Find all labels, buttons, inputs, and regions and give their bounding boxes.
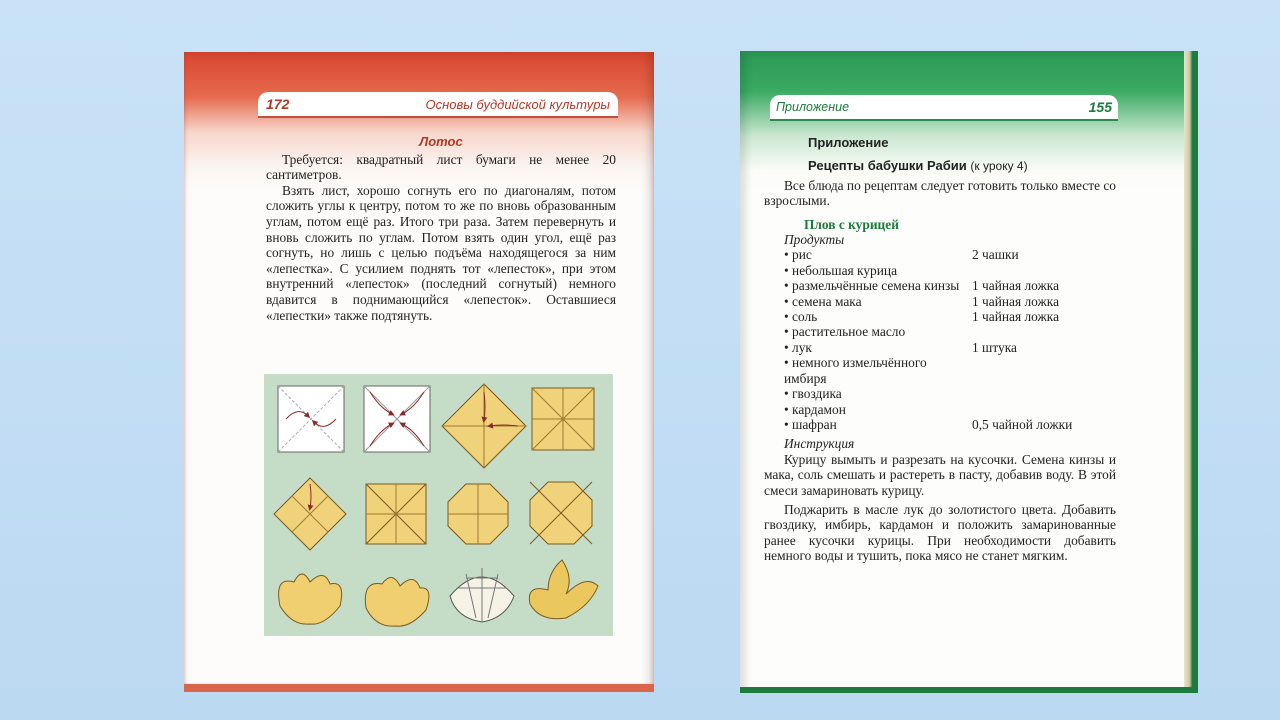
list-item bbox=[784, 324, 1116, 339]
origami-lotus-diagram bbox=[264, 374, 613, 636]
step-7-octagon bbox=[448, 484, 508, 544]
ingredient-name: • растительное масло bbox=[784, 324, 906, 340]
ingredient-name: • шафран bbox=[784, 416, 837, 432]
list-item bbox=[784, 402, 1116, 417]
left-page-header bbox=[258, 92, 618, 118]
left-page-number: 172 bbox=[266, 96, 290, 112]
ingredient-name: • соль bbox=[784, 309, 818, 325]
ingredient-amount: 1 чайная ложка bbox=[972, 309, 1060, 325]
instruction-paragraph: Курицу вымыть и разрезать на кусочки. Семена кинзы и мака, соль смешать и растереть в пасту, добавив воду. В этой смеси замариновать курицу. bbox=[764, 451, 1116, 498]
recipes-note: (к уроку 4) bbox=[970, 159, 1028, 174]
right-page bbox=[740, 51, 1198, 693]
step-6-square bbox=[366, 484, 426, 544]
ingredient-name: • кардамон bbox=[784, 401, 846, 417]
step-9-lotus bbox=[279, 574, 342, 624]
products-label: Продукты bbox=[784, 232, 845, 248]
ingredients-list bbox=[764, 247, 1116, 432]
list-item bbox=[784, 294, 1116, 309]
ingredient-name: • семена мака bbox=[784, 293, 862, 309]
lotus-heading: Лотос bbox=[419, 134, 463, 149]
ingredient-amount: 2 чашки bbox=[972, 247, 1019, 263]
dish-title: Плов с курицей bbox=[804, 216, 899, 232]
recipes-title bbox=[808, 158, 1116, 174]
header-rule bbox=[258, 116, 618, 118]
ingredient-amount: 1 чайная ложка bbox=[972, 278, 1060, 294]
left-running-title: Основы буддийской культуры bbox=[425, 97, 610, 112]
step-11-lotus bbox=[450, 568, 514, 622]
instruction-paragraph: Поджарить в масле лук до золотистого цвета. Добавить гвоздику, имбирь, кардамон и положить замаринованные ранее кусочки курицы. При необходимости добавить немного воды и тушить, пока мясо не станет мягким. bbox=[764, 501, 1116, 564]
list-item bbox=[784, 247, 1116, 262]
step-1-square bbox=[278, 386, 344, 452]
lotus-text bbox=[266, 134, 616, 323]
list-item bbox=[784, 263, 1116, 278]
appendix-title: Приложение bbox=[808, 135, 889, 150]
instructions-label: Инструкция bbox=[784, 436, 855, 452]
paragraph: Требуется: квадратный лист бумаги не менее 20 сантиметров. bbox=[266, 151, 616, 183]
ingredient-amount: 1 чайная ложка bbox=[972, 293, 1060, 309]
step-3-diamond bbox=[442, 384, 526, 468]
step-8-octagon bbox=[530, 482, 592, 544]
page-edge bbox=[184, 684, 654, 692]
recipe-text bbox=[764, 135, 1116, 564]
paragraph: Взять лист, хорошо согнуть его по диагоналям, потом сложить углы к центру, потом то же по вновь образованным углам, потом ещё раз. Итого три раза. Затем перевернуть и вновь сложить по углам. Потом взять один угол, ещё раз согнуть, но лишь с целью подъёма находящегося за ним «лепестка». С усилием поднять тот «лепесток», при этом внутренний «лепесток» (последний согнутый) немного вдавится в поднимающийся «лепесток». Оставшиеся «лепестки» также подтянуть. bbox=[266, 182, 616, 323]
list-item bbox=[784, 417, 1116, 432]
page-edge bbox=[1184, 51, 1198, 693]
ingredient-amount: 0,5 чайной ложки bbox=[972, 416, 1073, 432]
right-page-header bbox=[770, 95, 1118, 121]
step-10-lotus bbox=[365, 577, 429, 626]
step-4-square bbox=[532, 388, 594, 450]
step-5-diamond bbox=[274, 478, 346, 550]
ingredient-name: • лук bbox=[784, 339, 812, 355]
ingredient-name: • размельчённые семена кинзы bbox=[784, 278, 960, 294]
list-item bbox=[784, 278, 1116, 293]
ingredient-name: • небольшая курица bbox=[784, 262, 898, 278]
list-item bbox=[784, 355, 1116, 386]
ingredient-amount: 1 штука bbox=[972, 339, 1017, 355]
ingredient-name: • немного измельчённого имбиря bbox=[784, 355, 927, 386]
ingredient-name: • рис bbox=[784, 247, 812, 263]
right-running-title: Приложение bbox=[776, 100, 850, 114]
origami-steps-illustration bbox=[264, 374, 613, 636]
page-edge bbox=[740, 687, 1198, 693]
step-2-corners bbox=[364, 386, 430, 452]
intro-paragraph: Все блюда по рецептам следует готовить только вместе со взрослыми. bbox=[764, 177, 1116, 209]
header-rule bbox=[770, 119, 1118, 121]
ingredient-name: • гвоздика bbox=[784, 386, 842, 402]
step-12-lotus bbox=[529, 560, 598, 619]
list-item bbox=[784, 386, 1116, 401]
list-item bbox=[784, 340, 1116, 355]
left-page bbox=[184, 52, 654, 692]
right-page-number: 155 bbox=[1088, 99, 1112, 115]
recipes-title-text: Рецепты бабушки Рабии bbox=[808, 158, 967, 174]
list-item bbox=[784, 309, 1116, 324]
